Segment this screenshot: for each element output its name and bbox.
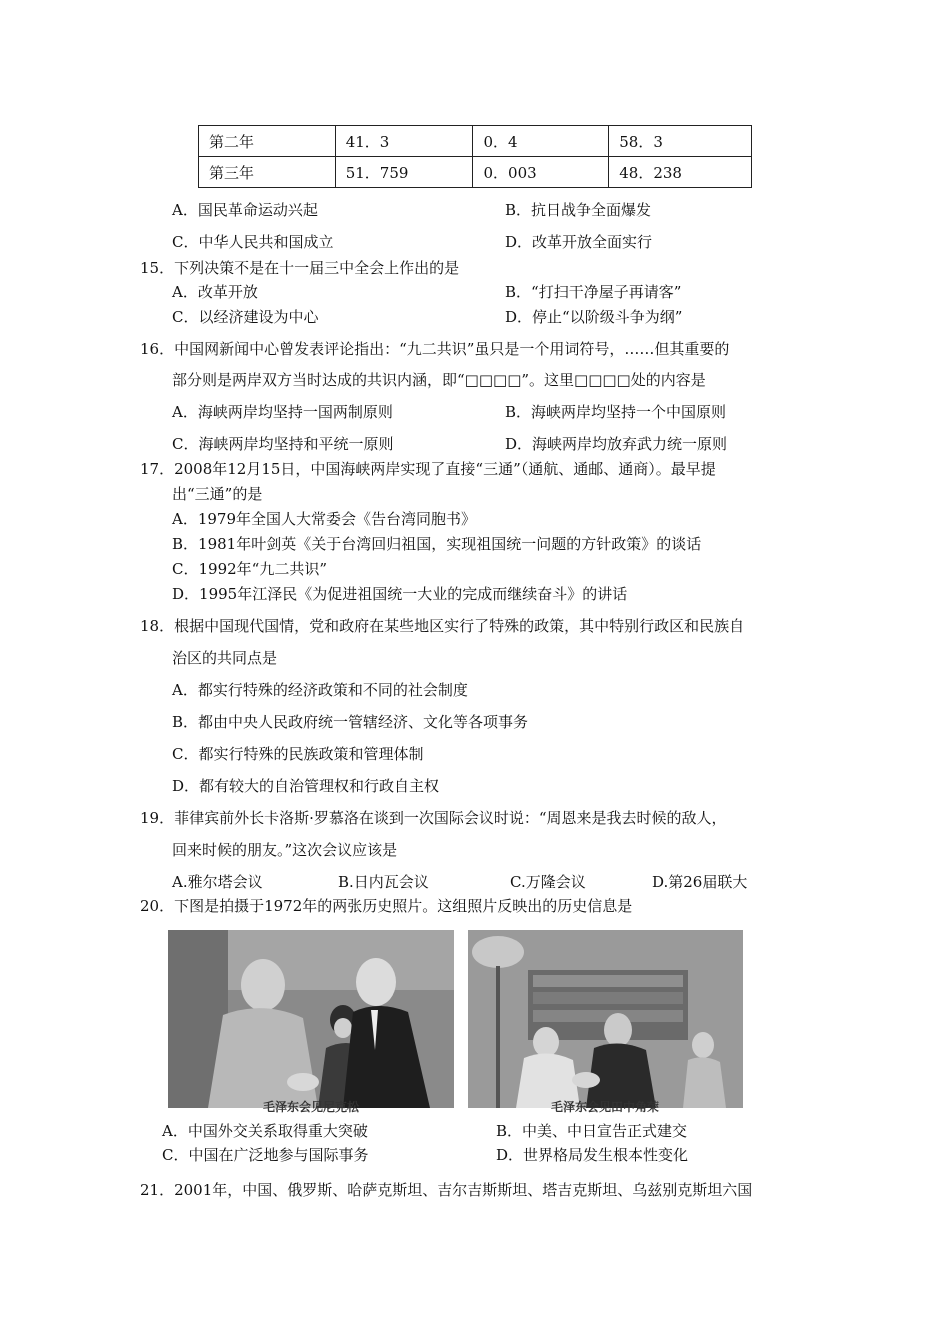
table-cell: 51．759 — [335, 157, 473, 188]
q20-option-c[interactable]: C．中国在广泛地参与国际事务 — [162, 1146, 369, 1164]
q18-option-d[interactable]: D．都有较大的自治管理权和行政自主权 — [172, 777, 440, 795]
q17-option-a[interactable]: A．1979年全国人大常委会《告台湾同胞书》 — [172, 510, 477, 528]
photo-caption-left: 毛泽东会见尼克松 — [262, 1100, 359, 1114]
q19-stem-line1: 19．菲律宾前外长卡洛斯·罗慕洛在谈到一次国际会议时说：“周恩来是我去时候的敌人， — [140, 809, 727, 827]
q19-stem-line2: 回来时候的朋友。”这次会议应该是 — [172, 841, 398, 859]
table-cell: 48．238 — [609, 157, 752, 188]
q16-option-d[interactable]: D．海峡两岸均放弃武力统一原则 — [505, 435, 728, 453]
q17-option-c[interactable]: C．1992年“九二共识” — [172, 560, 327, 578]
q14-option-a[interactable]: A．国民革命运动兴起 — [172, 201, 318, 219]
table-cell: 第三年 — [199, 157, 336, 188]
q15-stem: 15．下列决策不是在十一届三中全会上作出的是 — [140, 259, 460, 277]
photo-mao-tanaka — [468, 930, 743, 1108]
q18-option-b[interactable]: B．都由中央人民政府统一管辖经济、文化等各项事务 — [172, 713, 529, 731]
q19-option-a[interactable]: A.雅尔塔会议 — [172, 873, 263, 891]
q19-option-b[interactable]: B.日内瓦会议 — [338, 873, 429, 891]
q19-option-c[interactable]: C.万隆会议 — [510, 873, 586, 891]
q19-option-d[interactable]: D.第26届联大 — [652, 873, 748, 891]
q15-option-c[interactable]: C．以经济建设为中心 — [172, 308, 319, 326]
q16-stem-line1: 16．中国网新闻中心曾发表评论指出：“九二共识”虽只是一个用词符号，……但其重要的 — [140, 340, 730, 358]
q17-option-d[interactable]: D．1995年江泽民《为促进祖国统一大业的完成而继续奋斗》的讲话 — [172, 585, 628, 603]
table-cell: 0．4 — [473, 126, 609, 157]
q16-option-b[interactable]: B．海峡两岸均坚持一个中国原则 — [505, 403, 727, 421]
q18-option-c[interactable]: C．都实行特殊的民族政策和管理体制 — [172, 745, 424, 763]
table-row — [199, 157, 752, 188]
q20-option-a[interactable]: A．中国外交关系取得重大突破 — [162, 1122, 368, 1140]
table-cell: 58．3 — [609, 126, 752, 157]
q21-stem: 21．2001年，中国、俄罗斯、哈萨克斯坦、吉尔吉斯斯坦、塔吉克斯坦、乌兹别克斯坦六国 — [140, 1181, 753, 1199]
q17-stem-line2: 出“三通”的是 — [172, 485, 263, 503]
q16-stem-line2: 部分则是两岸双方当时达成的共识内涵，即“□□□□”。这里□□□□处的内容是 — [172, 371, 706, 389]
q16-option-a[interactable]: A．海峡两岸均坚持一国两制原则 — [172, 403, 393, 421]
q17-option-b[interactable]: B．1981年叶剑英《关于台湾回归祖国，实现祖国统一问题的方针政策》的谈话 — [172, 535, 702, 553]
q16-option-c[interactable]: C．海峡两岸均坚持和平统一原则 — [172, 435, 394, 453]
q18-stem-line2: 治区的共同点是 — [172, 649, 278, 667]
table-cell: 41．3 — [335, 126, 473, 157]
q15-option-b[interactable]: B．“打扫干净屋子再请客” — [505, 283, 682, 301]
q20-stem: 20．下图是拍摄于1972年的两张历史照片。这组照片反映出的历史信息是 — [140, 897, 633, 915]
data-table — [198, 125, 752, 188]
table-cell: 第二年 — [199, 126, 336, 157]
q14-option-c[interactable]: C．中华人民共和国成立 — [172, 233, 334, 251]
photo-caption-right: 毛泽东会见田中角荣 — [550, 1100, 659, 1114]
q15-option-d[interactable]: D．停止“以阶级斗争为纲” — [505, 308, 683, 326]
table-row — [199, 126, 752, 157]
table-cell: 0．003 — [473, 157, 609, 188]
q14-option-b[interactable]: B．抗日战争全面爆发 — [505, 201, 652, 219]
q17-stem-line1: 17．2008年12月15日，中国海峡两岸实现了直接“三通”（通航、通邮、通商）。最早提 — [140, 460, 716, 478]
q20-option-d[interactable]: D．世界格局发生根本性变化 — [496, 1146, 689, 1164]
q18-option-a[interactable]: A．都实行特殊的经济政策和不同的社会制度 — [172, 681, 468, 699]
photo-mao-nixon — [168, 930, 454, 1108]
q20-option-b[interactable]: B．中美、中日宣告正式建交 — [496, 1122, 688, 1140]
q18-stem-line1: 18．根据中国现代国情，党和政府在某些地区实行了特殊的政策，其中特别行政区和民族自 — [140, 617, 745, 635]
q15-option-a[interactable]: A．改革开放 — [172, 283, 258, 301]
q14-option-d[interactable]: D．改革开放全面实行 — [505, 233, 653, 251]
